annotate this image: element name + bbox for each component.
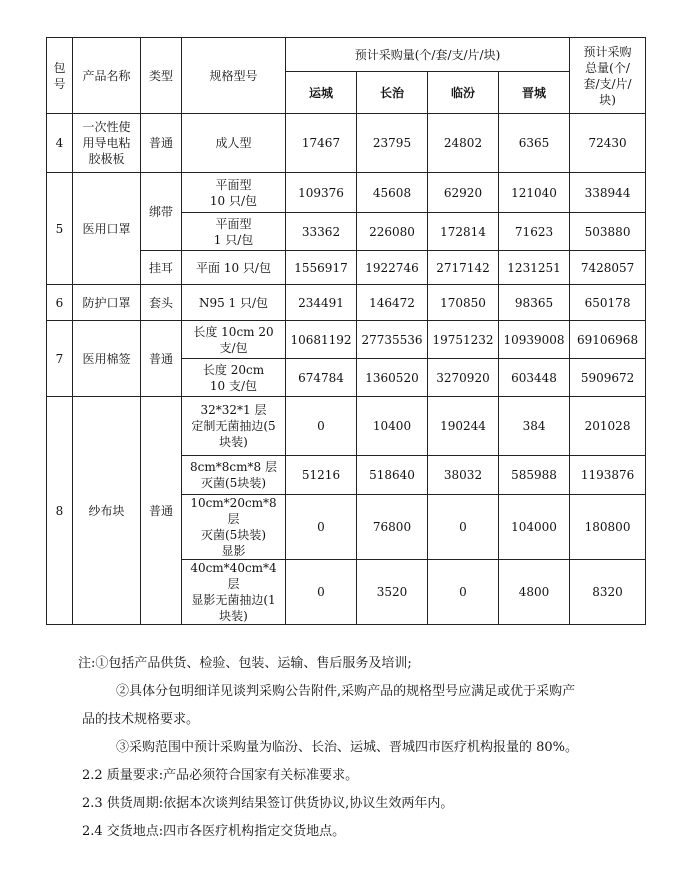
qty-total: 503880	[570, 213, 646, 251]
qty-linfen: 38032	[428, 456, 499, 495]
product-name: 一次性使 用导电粘 胶极板	[73, 114, 141, 173]
qty-yuncheng: 33362	[286, 213, 357, 251]
section-2-2: 2.2 质量要求:产品必须符合国家有关标准要求。	[82, 768, 359, 783]
notes-section	[46, 650, 646, 846]
qty-yuncheng: 51216	[286, 456, 357, 495]
header-city-yuncheng: 运城	[286, 72, 357, 114]
table-row	[47, 173, 646, 213]
qty-yuncheng: 109376	[286, 173, 357, 213]
qty-total: 8320	[570, 560, 646, 625]
note-3: ③采购范围中预计采购量为临汾、长治、运城、晋城四市医疗机构报量的 80%。	[116, 740, 579, 755]
qty-linfen: 172814	[428, 213, 499, 251]
qty-linfen: 2717142	[428, 251, 499, 285]
qty-total: 7428057	[570, 251, 646, 285]
qty-linfen: 0	[428, 495, 499, 560]
package-no: 6	[47, 285, 73, 321]
package-no: 7	[47, 321, 73, 397]
package-no: 8	[47, 397, 73, 625]
qty-linfen: 0	[428, 560, 499, 625]
qty-jincheng: 384	[499, 397, 570, 456]
product-name: 防护口罩	[73, 285, 141, 321]
product-type: 普通	[141, 114, 182, 173]
qty-linfen: 170850	[428, 285, 499, 321]
product-name: 医用口罩	[73, 173, 141, 285]
header-city-changzhi: 长治	[357, 72, 428, 114]
note-1: 注:①包括产品供货、检验、包装、运输、售后服务及培训;	[78, 656, 412, 671]
qty-jincheng: 603448	[499, 359, 570, 397]
qty-yuncheng: 234491	[286, 285, 357, 321]
qty-linfen: 190244	[428, 397, 499, 456]
spec: 长度 10cm 20 支/包	[182, 321, 286, 359]
qty-yuncheng: 674784	[286, 359, 357, 397]
header-product-name: 产品名称	[73, 38, 141, 114]
qty-total: 201028	[570, 397, 646, 456]
product-type: 绑带	[141, 173, 182, 251]
qty-jincheng: 1231251	[499, 251, 570, 285]
qty-total: 69106968	[570, 321, 646, 359]
product-name: 医用棉签	[73, 321, 141, 397]
qty-total: 338944	[570, 173, 646, 213]
procurement-table	[46, 37, 646, 625]
qty-linfen: 62920	[428, 173, 499, 213]
qty-jincheng: 10939008	[499, 321, 570, 359]
header-city-jincheng: 晋城	[499, 72, 570, 114]
header-row	[47, 38, 646, 72]
spec: 8cm*8cm*8 层 灭菌(5块装)	[182, 456, 286, 495]
qty-jincheng: 104000	[499, 495, 570, 560]
product-type: 挂耳	[141, 251, 182, 285]
spec: 40cm*40cm*4 层 显影无菌抽边(1 块装)	[182, 560, 286, 625]
package-no: 4	[47, 114, 73, 173]
note-2-cont: 品的技术规格要求。	[82, 712, 200, 727]
table-row	[47, 114, 646, 173]
product-type: 套头	[141, 285, 182, 321]
table-row	[47, 397, 646, 456]
qty-jincheng: 585988	[499, 456, 570, 495]
header-total: 预计采购 总量(个/ 套/支/片/ 块)	[570, 38, 646, 114]
product-type: 普通	[141, 321, 182, 397]
qty-changzhi: 45608	[357, 173, 428, 213]
qty-total: 650178	[570, 285, 646, 321]
qty-yuncheng: 0	[286, 397, 357, 456]
spec: N95 1 只/包	[182, 285, 286, 321]
qty-yuncheng: 0	[286, 560, 357, 625]
qty-jincheng: 121040	[499, 173, 570, 213]
table-row	[47, 285, 646, 321]
header-spec: 规格型号	[182, 38, 286, 114]
qty-total: 72430	[570, 114, 646, 173]
note-2: ②具体分包明细详见谈判采购公告附件,采购产品的规格型号应满足或优于采购产	[116, 684, 576, 699]
qty-total: 1193876	[570, 456, 646, 495]
spec: 长度 20cm 10 支/包	[182, 359, 286, 397]
qty-changzhi: 1360520	[357, 359, 428, 397]
qty-yuncheng: 17467	[286, 114, 357, 173]
header-estimated-qty: 预计采购量(个/套/支/片/块)	[286, 38, 570, 72]
qty-linfen: 19751232	[428, 321, 499, 359]
qty-total: 5909672	[570, 359, 646, 397]
qty-changzhi: 146472	[357, 285, 428, 321]
spec: 平面型 10 只/包	[182, 173, 286, 213]
qty-changzhi: 76800	[357, 495, 428, 560]
spec: 平面 10 只/包	[182, 251, 286, 285]
qty-changzhi: 23795	[357, 114, 428, 173]
qty-linfen: 3270920	[428, 359, 499, 397]
spec: 成人型	[182, 114, 286, 173]
table-row	[47, 321, 646, 359]
spec: 32*32*1 层 定制无菌抽边(5 块装)	[182, 397, 286, 456]
qty-jincheng: 71623	[499, 213, 570, 251]
spec: 10cm*20cm*8 层 灭菌(5块装) 显影	[182, 495, 286, 560]
qty-jincheng: 4800	[499, 560, 570, 625]
qty-jincheng: 98365	[499, 285, 570, 321]
qty-yuncheng: 10681192	[286, 321, 357, 359]
product-name: 纱布块	[73, 397, 141, 625]
qty-changzhi: 1922746	[357, 251, 428, 285]
package-no: 5	[47, 173, 73, 285]
product-type: 普通	[141, 397, 182, 625]
qty-changzhi: 518640	[357, 456, 428, 495]
qty-jincheng: 6365	[499, 114, 570, 173]
qty-yuncheng: 1556917	[286, 251, 357, 285]
qty-yuncheng: 0	[286, 495, 357, 560]
header-city-linfen: 临汾	[428, 72, 499, 114]
qty-changzhi: 10400	[357, 397, 428, 456]
section-2-4: 2.4 交货地点:四市各医疗机构指定交货地点。	[82, 824, 346, 839]
qty-changzhi: 3520	[357, 560, 428, 625]
qty-linfen: 24802	[428, 114, 499, 173]
section-2-3: 2.3 供货周期:依据本次谈判结果签订供货协议,协议生效两年内。	[82, 796, 454, 811]
header-package-no: 包 号	[47, 38, 73, 114]
qty-changzhi: 226080	[357, 213, 428, 251]
spec: 平面型 1 只/包	[182, 213, 286, 251]
qty-changzhi: 27735536	[357, 321, 428, 359]
qty-total: 180800	[570, 495, 646, 560]
header-type: 类型	[141, 38, 182, 114]
